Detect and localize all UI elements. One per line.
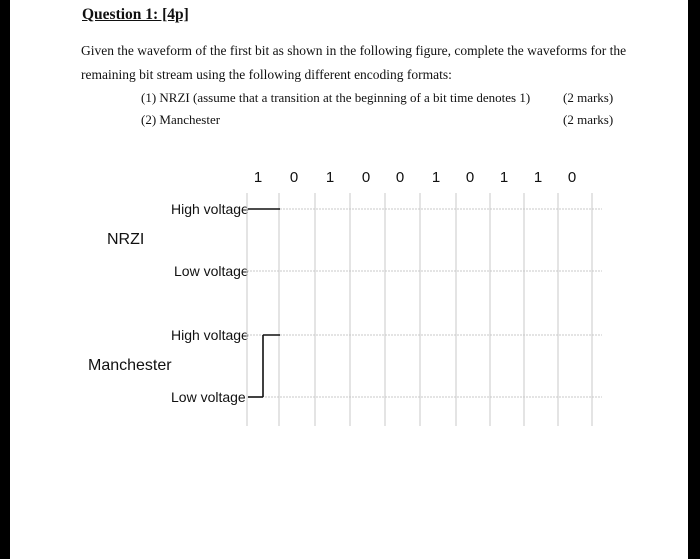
item-manchester-marks: (2 marks) [563,112,614,127]
bit-label: 0 [289,169,299,186]
manchester-high-voltage-label: High voltage [171,327,249,343]
item-manchester-text: (2) Manchester [141,112,221,127]
bit-label: 0 [465,169,475,186]
nrzi-high-voltage-label: High voltage [171,201,249,217]
question-title: Question 1: [4p] [82,6,189,23]
encoding-diagram [10,0,688,559]
manchester-low-voltage-label: Low voltage [171,389,246,405]
item-nrzi-marks: (2 marks) [563,90,614,105]
nrzi-low-voltage-label: Low voltage [174,263,249,279]
bit-label: 0 [395,169,405,186]
nrzi-row-label: NRZI [107,231,145,248]
grid [247,193,602,426]
waveforms [248,209,280,397]
bit-label: 1 [431,169,441,186]
bit-label: 1 [253,169,263,186]
worksheet-page [10,0,688,559]
bit-label: 1 [499,169,509,186]
bit-label: 1 [325,169,335,186]
intro-line-2: remaining bit stream using the following different encoding formats: [81,67,452,82]
bit-label: 0 [567,169,577,186]
bit-label: 0 [361,169,371,186]
intro-line-1: Given the waveform of the first bit as shown in the following figure, complete the waveforms for the [81,43,627,58]
bit-label: 1 [533,169,543,186]
item-nrzi-text: (1) NRZI (assume that a transition at the beginning of a bit time denotes 1) [141,90,531,105]
manchester-row-label: Manchester [88,357,172,374]
